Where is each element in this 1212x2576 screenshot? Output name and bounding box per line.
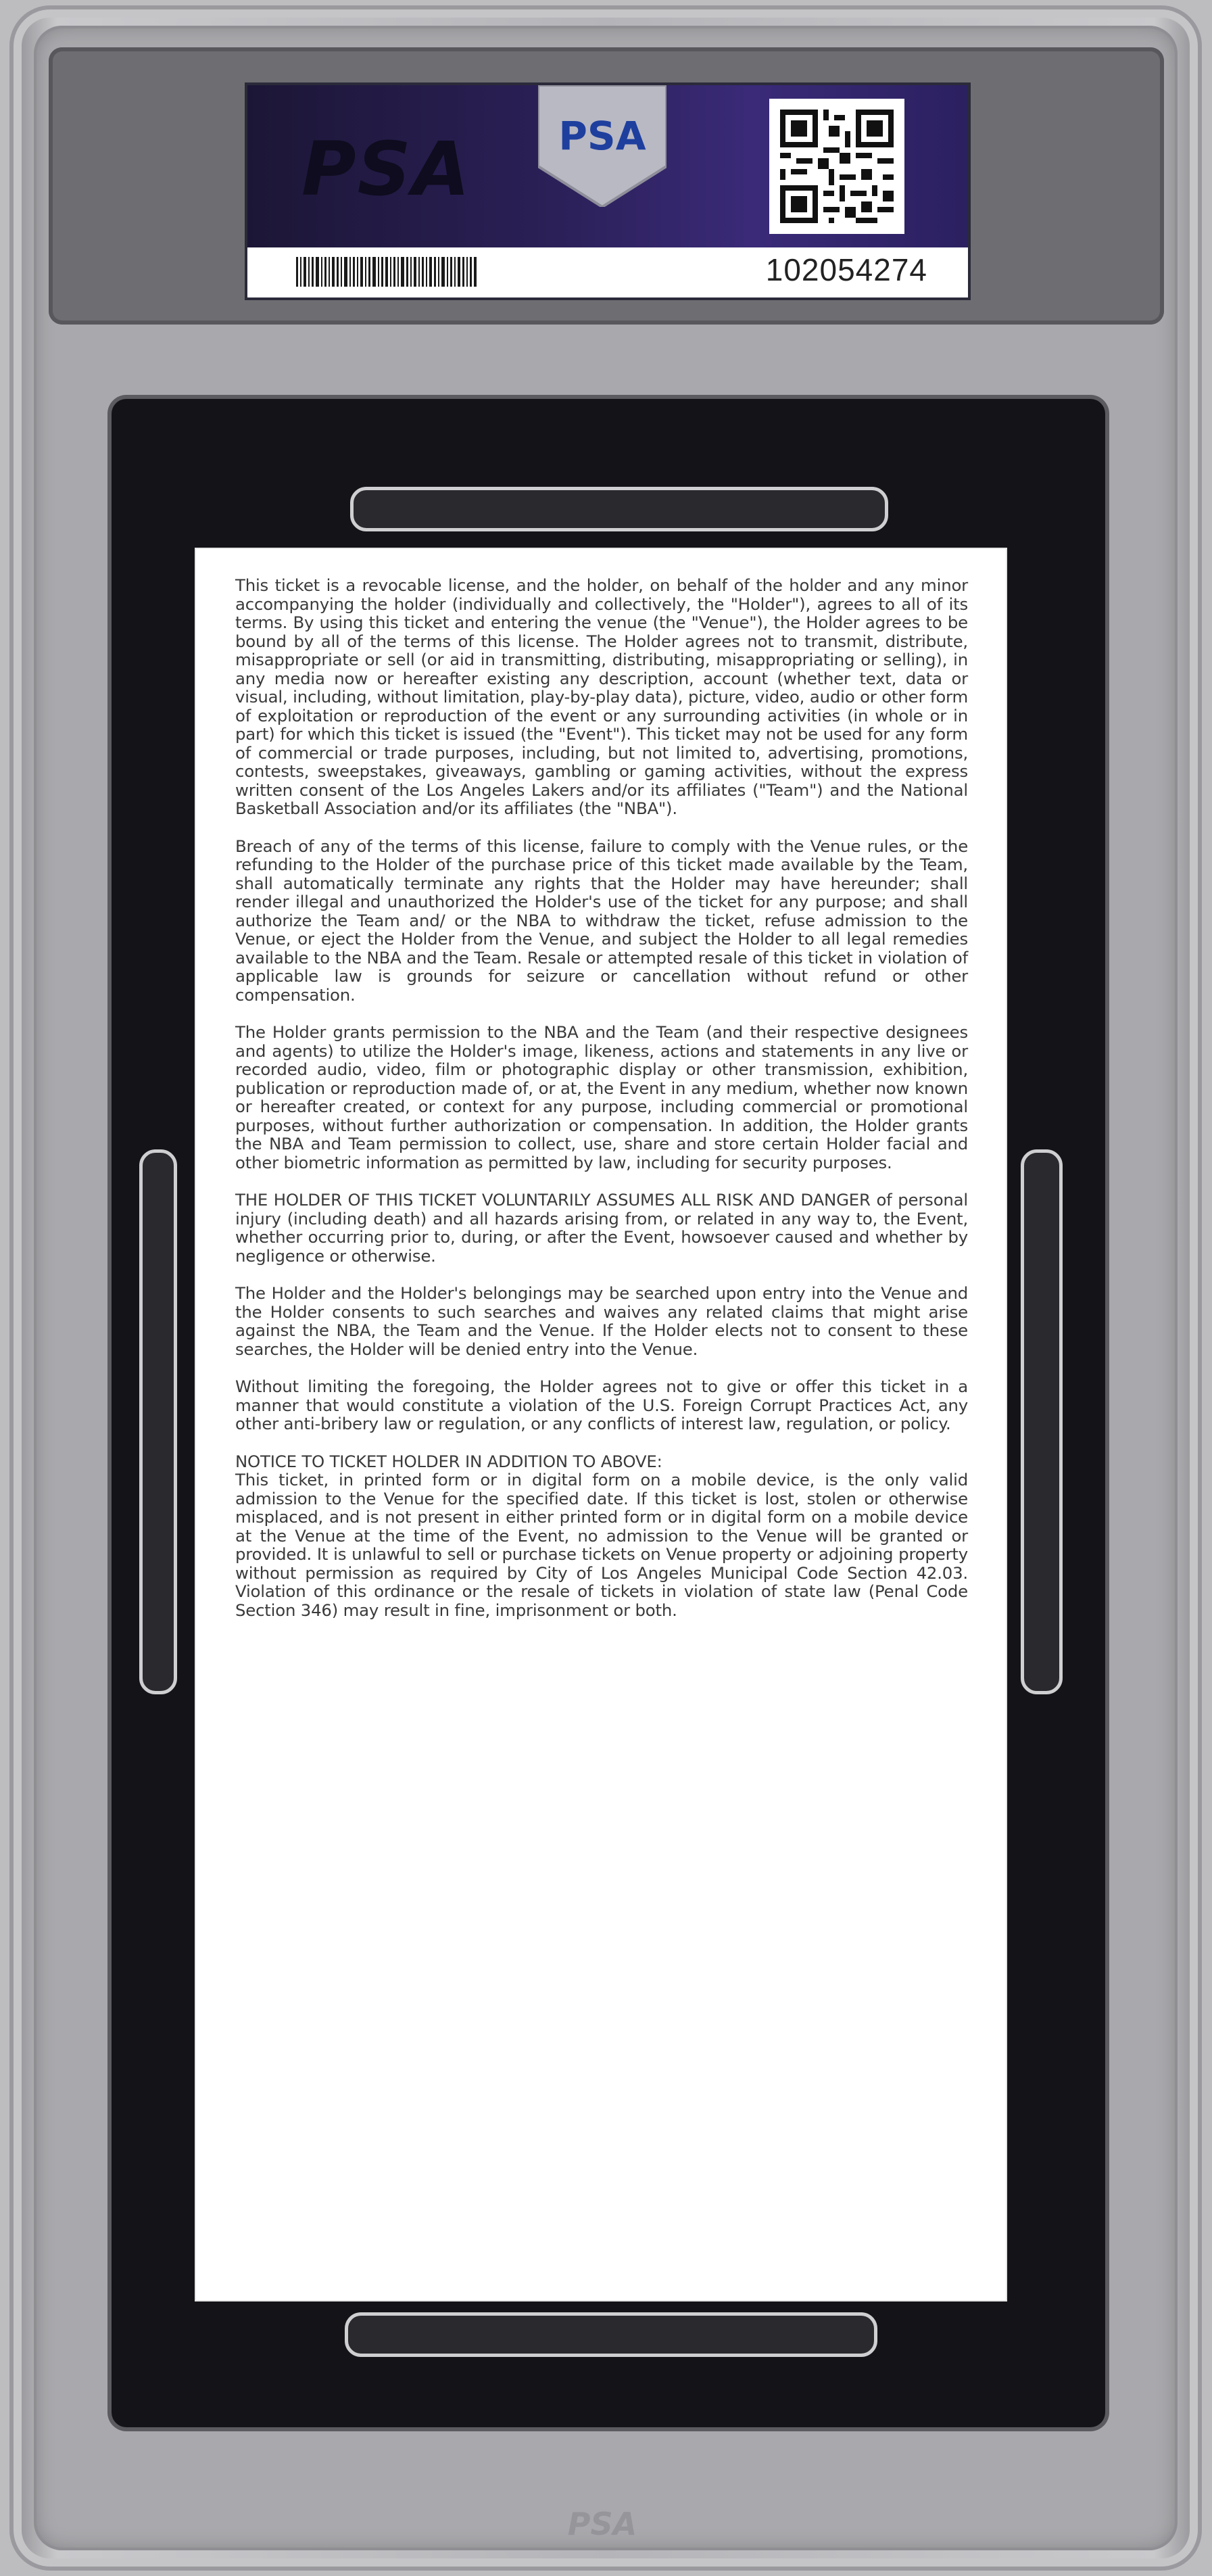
label-footer bbox=[247, 247, 968, 297]
terms-paragraph-license: This ticket is a revocable license, and the holder, on behalf of the holder and any minor accompanying the holder (individually and collectively, the "Holder"), agrees to all of its terms. By using this ticket and entering the venue (the "Venue"), the Holder agrees to be bound by all of the terms of this license. The Holder agrees not to transmit, distribute, misappropriate or sell (or aid in transmitting, distributing, misappropriating or selling), in any media now or hereafter existing any description, account (whether text, data or visual, including, without limitation, play-by-play data), picture, video, audio or other form of exploitation or reproduction of the event or any surrounding activities (in whole or in part) for which this ticket is issued (the "Event"). This ticket may not be used for any form of commercial or trade purposes, including, but not limited to, advertising, promotions, contests, sweepstakes, giveaways, gambling or gaming activities, without the express written consent of the Los Angeles Lakers and/or its affiliates ("Team") and the National Basketball Association and/or its affiliates (the "NBA"). bbox=[235, 575, 968, 818]
bottom-slot bbox=[345, 2312, 877, 2357]
ticket-back bbox=[196, 549, 1006, 2300]
notice-body: This ticket, in printed form or in digital form on a mobile device, is the only valid admission to the Venue for the specified date. If this ticket is lost, stolen or otherwise misplaced, and is not present in either printed form or in digital form on a mobile device at the Venue at the time of the Event, no admission to the Venue will be granted or provided. It is unlawful to sell or purchase tickets on Venue property or adjoining property without permission as required by City of Los Angeles Municipal Code Section 42.03. Violation of this ordinance or the resale of tickets in violation of state law (Penal Code Section 346) may result in fine, imprisonment or both. bbox=[235, 1470, 968, 1620]
ticket-terms bbox=[235, 576, 968, 1638]
psa-hologram-logo: PSA bbox=[301, 126, 471, 212]
terms-paragraph-search: The Holder and the Holder's belongings may be searched upon entry into the Venue and the Holder consents to such searches and waives any related claims that might arise against the NBA, the Team and the Venue. If the Holder elects not to consent to these searches, the Holder will be denied entry into the Venue. bbox=[235, 1283, 968, 1359]
right-slot bbox=[1021, 1149, 1063, 1694]
terms-paragraph-image-rights: The Holder grants permission to the NBA and the Team (and their respective designees and agents) to utilize the Holder's image, likeness, actions and statements in any live or recorded audio, video, film or photographic display or other transmission, exhibition, publication or reproduction made of, or at, the Event in any medium, whether now known or hereafter created, or context for any purpose, including commercial or promotional purposes, without further authorization or compensation. In addition, the Holder grants the NBA and Team permission to collect, use, share and store certain Holder facial and other biometric information as permitted by law, including for security purposes. bbox=[235, 1022, 968, 1172]
psa-footer-logo: PSA bbox=[567, 2506, 637, 2542]
shield-logo-text: PSA bbox=[558, 113, 646, 159]
cert-number: 102054274 bbox=[765, 252, 927, 287]
psa-label bbox=[245, 82, 971, 300]
top-slot bbox=[350, 487, 888, 531]
terms-paragraph-risk: THE HOLDER OF THIS TICKET VOLUNTARILY ASSUMES ALL RISK AND DANGER of personal injury (including death) and all hazards arising from, or related in any way to, the Event, whether occurring prior to, during, or after the Event, howsoever caused and whether by negligence or otherwise. bbox=[235, 1190, 968, 1266]
barcode bbox=[296, 257, 485, 287]
psa-shield-logo bbox=[538, 85, 666, 207]
qr-code-icon bbox=[769, 99, 904, 234]
terms-paragraph-breach: Breach of any of the terms of this license, failure to comply with the Venue rules, or the refunding to the Holder of the purchase price of this ticket made available by the Team, shall automatically terminate any rights that the Holder may have hereunder; shall render illegal and unauthorized the Holder's use of the ticket for any purpose; and shall authorize the Team and/ or the NBA to withdraw the ticket, refuse admission to the Venue, or eject the Holder from the Venue, and subject the Holder to all legal remedies available to the NBA and the Team. Resale or attempted resale of this ticket in violation of applicable law is grounds for seizure or cancellation without refund or other compensation. bbox=[235, 836, 968, 1005]
notice-heading: NOTICE TO TICKET HOLDER IN ADDITION TO ABOVE: bbox=[235, 1451, 662, 1471]
label-header bbox=[247, 85, 968, 247]
terms-paragraph-anti-bribery: Without limiting the foregoing, the Holder agrees not to give or offer this ticket in a manner that would constitute a violation of the U.S. Foreign Corrupt Practices Act, any other anti-bribery law or regulation, or any conflicts of interest law, regulation, or policy. bbox=[235, 1377, 968, 1433]
left-slot bbox=[139, 1149, 177, 1694]
